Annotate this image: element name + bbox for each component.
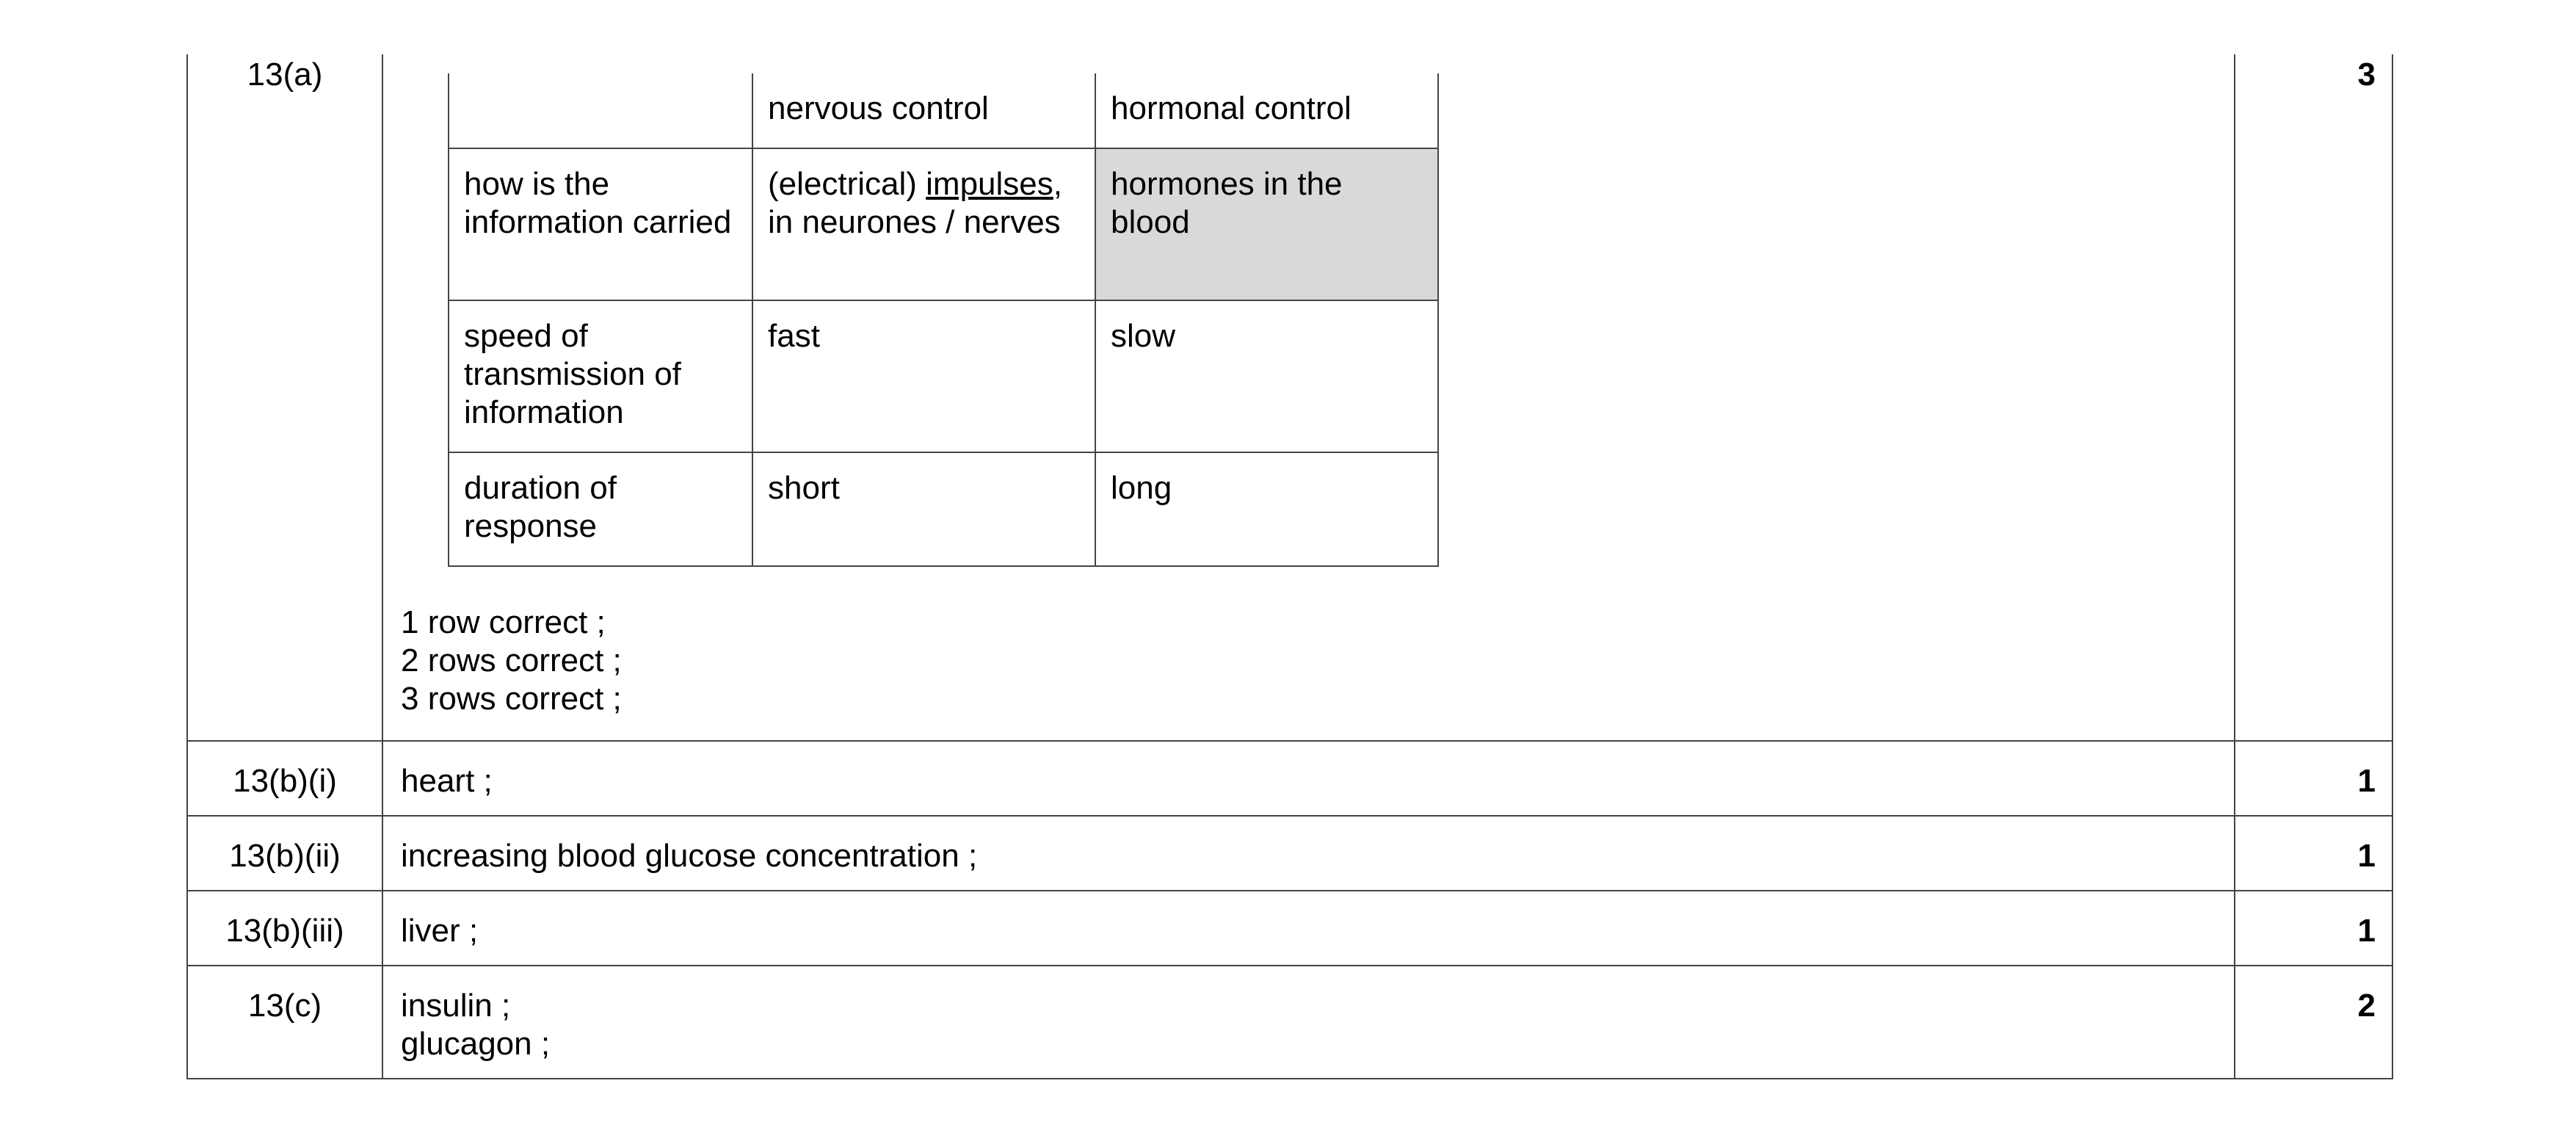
note-line: 3 rows correct ; [401,681,622,717]
answer-cell: heart ; [382,741,2235,816]
table-row [449,452,1438,566]
table-row [449,300,1438,452]
nervous-cell: fast [752,300,1095,452]
marks-cell: 1 [2235,816,2392,891]
answer-cell: increasing blood glucose concentration ; [382,816,2235,891]
hormonal-cell-shaded: hormones in the blood [1095,148,1438,300]
answer-line: insulin ; [401,988,511,1024]
marks-cell: 3 [2235,54,2392,741]
question-number: 13(b)(i) [187,741,382,816]
question-number: 13(b)(iii) [187,891,382,966]
marks-cell: 2 [2235,966,2392,1079]
answer-cell: liver ; [382,891,2235,966]
nervous-cell [752,148,1095,300]
table-row [449,148,1438,300]
row-13bii [187,816,2392,891]
row-label: how is the information carried [449,148,752,300]
question-number: 13(a) [187,54,382,741]
question-number: 13(b)(ii) [187,816,382,891]
nervous-cell: short [752,452,1095,566]
control-comparison-table [448,73,1439,567]
hormonal-cell: long [1095,452,1438,566]
text-suffix: , in neurones / nerves [768,166,1063,240]
header-hormonal-control: hormonal control [1095,73,1438,148]
row-13bi [187,741,2392,816]
row-13a [187,54,2392,741]
table-header-row [449,73,1438,148]
marks-cell: 1 [2235,891,2392,966]
hormonal-cell: slow [1095,300,1438,452]
marking-notes [401,604,2234,718]
note-line: 2 rows correct ; [401,642,622,678]
answer-line: glucagon ; [401,1026,551,1062]
header-nervous-control: nervous control [752,73,1095,148]
answer-cell [382,966,2235,1079]
underlined-keyword: impulses [926,166,1053,202]
answer-cell [382,54,2235,741]
mark-scheme-table [186,54,2393,1079]
question-number: 13(c) [187,966,382,1079]
row-label: speed of transmission of information [449,300,752,452]
row-13c [187,966,2392,1079]
marks-cell: 1 [2235,741,2392,816]
text-prefix: (electrical) [768,166,926,202]
row-label: duration of response [449,452,752,566]
row-13biii [187,891,2392,966]
note-line: 1 row correct ; [401,604,606,640]
header-cell-empty [449,73,752,148]
